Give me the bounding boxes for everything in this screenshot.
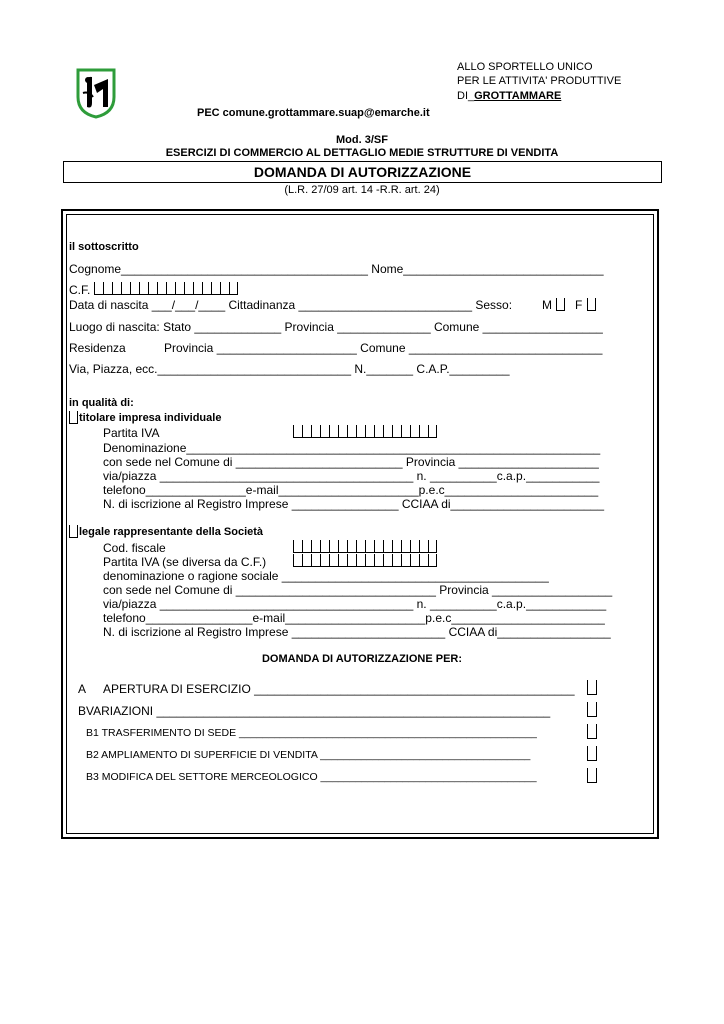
legale-sede-field[interactable]: con sede nel Comune di ______________________________ Provincia __________________ — [103, 583, 613, 597]
option-b-checkbox[interactable] — [587, 702, 597, 717]
pec-address: PEC comune.grottammare.suap@emarche.it — [197, 107, 430, 119]
titolare-telefono-field[interactable]: telefono_______________e-mail_____________________p.e.c_______________________ — [103, 483, 599, 497]
nascita-field[interactable]: Data di nascita ___/___/____ Cittadinanza __________________________ Sesso: — [69, 298, 513, 312]
legale-registro-field[interactable]: N. di iscrizione al Registro Imprese _______________________ CCIAA di_________________ — [103, 625, 611, 639]
form-title: DOMANDA DI AUTORIZZAZIONE — [253, 164, 472, 180]
legale-denominazione-field[interactable]: denominazione o ragione sociale ________________________________________ — [103, 569, 549, 583]
option-a-letter: A — [78, 682, 87, 696]
sex-f-label: F — [575, 298, 583, 312]
recipient-line-3: DI_GROTTAMMARE — [457, 90, 562, 102]
luogo-nascita-field[interactable]: Luogo di nascita: Stato _____________ Provincia ______________ Comune __________________ — [69, 320, 603, 334]
law-reference: (L.R. 27/09 art. 14 -R.R. art. 24) — [284, 184, 440, 196]
legale-via-field[interactable]: via/piazza ______________________________________ n. __________c.a.p.____________ — [103, 597, 607, 611]
option-a-label: APERTURA DI ESERCIZIO ________________________________________________ — [103, 682, 575, 696]
titolare-via-field[interactable]: via/piazza ______________________________________ n. __________c.a.p.___________ — [103, 469, 600, 483]
legale-telefono-field[interactable]: telefono________________e-mail_____________________p.e.c_______________________ — [103, 611, 605, 625]
titolare-sede-field[interactable]: con sede nel Comune di _________________________ Provincia _____________________ — [103, 455, 599, 469]
residenza-label: Residenza — [69, 341, 126, 355]
recipient-city: GROTTAMMARE — [474, 90, 562, 102]
cf-input-boxes[interactable] — [94, 282, 238, 295]
legale-checkbox[interactable] — [69, 525, 78, 538]
option-a-checkbox[interactable] — [587, 680, 597, 695]
titolare-checkbox[interactable] — [69, 411, 78, 424]
recipient-line-2: PER LE ATTIVITA' PRODUTTIVE — [457, 75, 622, 87]
titolare-piva-boxes[interactable] — [293, 425, 437, 438]
region-marche-logo — [75, 67, 117, 119]
option-b3-label: B3 MODIFICA DEL SETTORE MERCEOLOGICO _____________________________________ — [86, 771, 537, 783]
option-b1-label: B1 TRASFERIMENTO DI SEDE ___________________________________________________ — [86, 727, 537, 739]
titolare-label: titolare impresa individuale — [79, 412, 222, 424]
title-box — [63, 161, 662, 183]
option-b2-label: B2 AMPLIAMENTO DI SUPERFICIE DI VENDITA ____________________________________ — [86, 749, 531, 761]
qualita-heading: in qualità di: — [69, 397, 134, 409]
model-number: Mod. 3/SF — [336, 134, 388, 146]
legale-label: legale rappresentante della Società — [79, 526, 264, 538]
sottoscritto-heading: il sottoscritto — [69, 241, 139, 253]
legale-piva-boxes[interactable] — [293, 554, 437, 567]
titolare-denominazione-field[interactable]: Denominazione______________________________________________________________ — [103, 441, 601, 455]
legale-cf-label: Cod. fiscale — [103, 541, 166, 555]
titolare-registro-field[interactable]: N. di iscrizione al Registro Imprese ________________ CCIAA di_______________________ — [103, 497, 605, 511]
legale-cf-boxes[interactable] — [293, 540, 437, 553]
option-b-label: BVARIAZIONI ___________________________________________________________ — [78, 704, 551, 718]
option-b2-checkbox[interactable] — [587, 746, 597, 761]
residenza-field[interactable]: Provincia _____________________ Comune _____________________________ — [164, 341, 603, 355]
via-field[interactable]: Via, Piazza, ecc._____________________________ N._______ C.A.P._________ — [69, 362, 510, 376]
sex-f-checkbox[interactable] — [587, 298, 596, 311]
sex-m-checkbox[interactable] — [556, 298, 565, 311]
cf-label: C.F. — [69, 283, 91, 297]
sex-m-label: M — [542, 298, 552, 312]
titolare-piva-label: Partita IVA — [103, 426, 160, 440]
legale-piva-label: Partita IVA (se diversa da C.F.) — [103, 555, 267, 569]
option-b3-checkbox[interactable] — [587, 768, 597, 783]
cognome-nome-field[interactable]: Cognome_____________________________________ Nome______________________________ — [69, 262, 604, 276]
form-subtitle: ESERCIZI DI COMMERCIO AL DETTAGLIO MEDIE STRUTTURE DI VENDITA — [165, 147, 559, 159]
domanda-heading: DOMANDA DI AUTORIZZAZIONE PER: — [261, 653, 463, 665]
recipient-line-1: ALLO SPORTELLO UNICO — [457, 61, 593, 73]
option-b1-checkbox[interactable] — [587, 724, 597, 739]
